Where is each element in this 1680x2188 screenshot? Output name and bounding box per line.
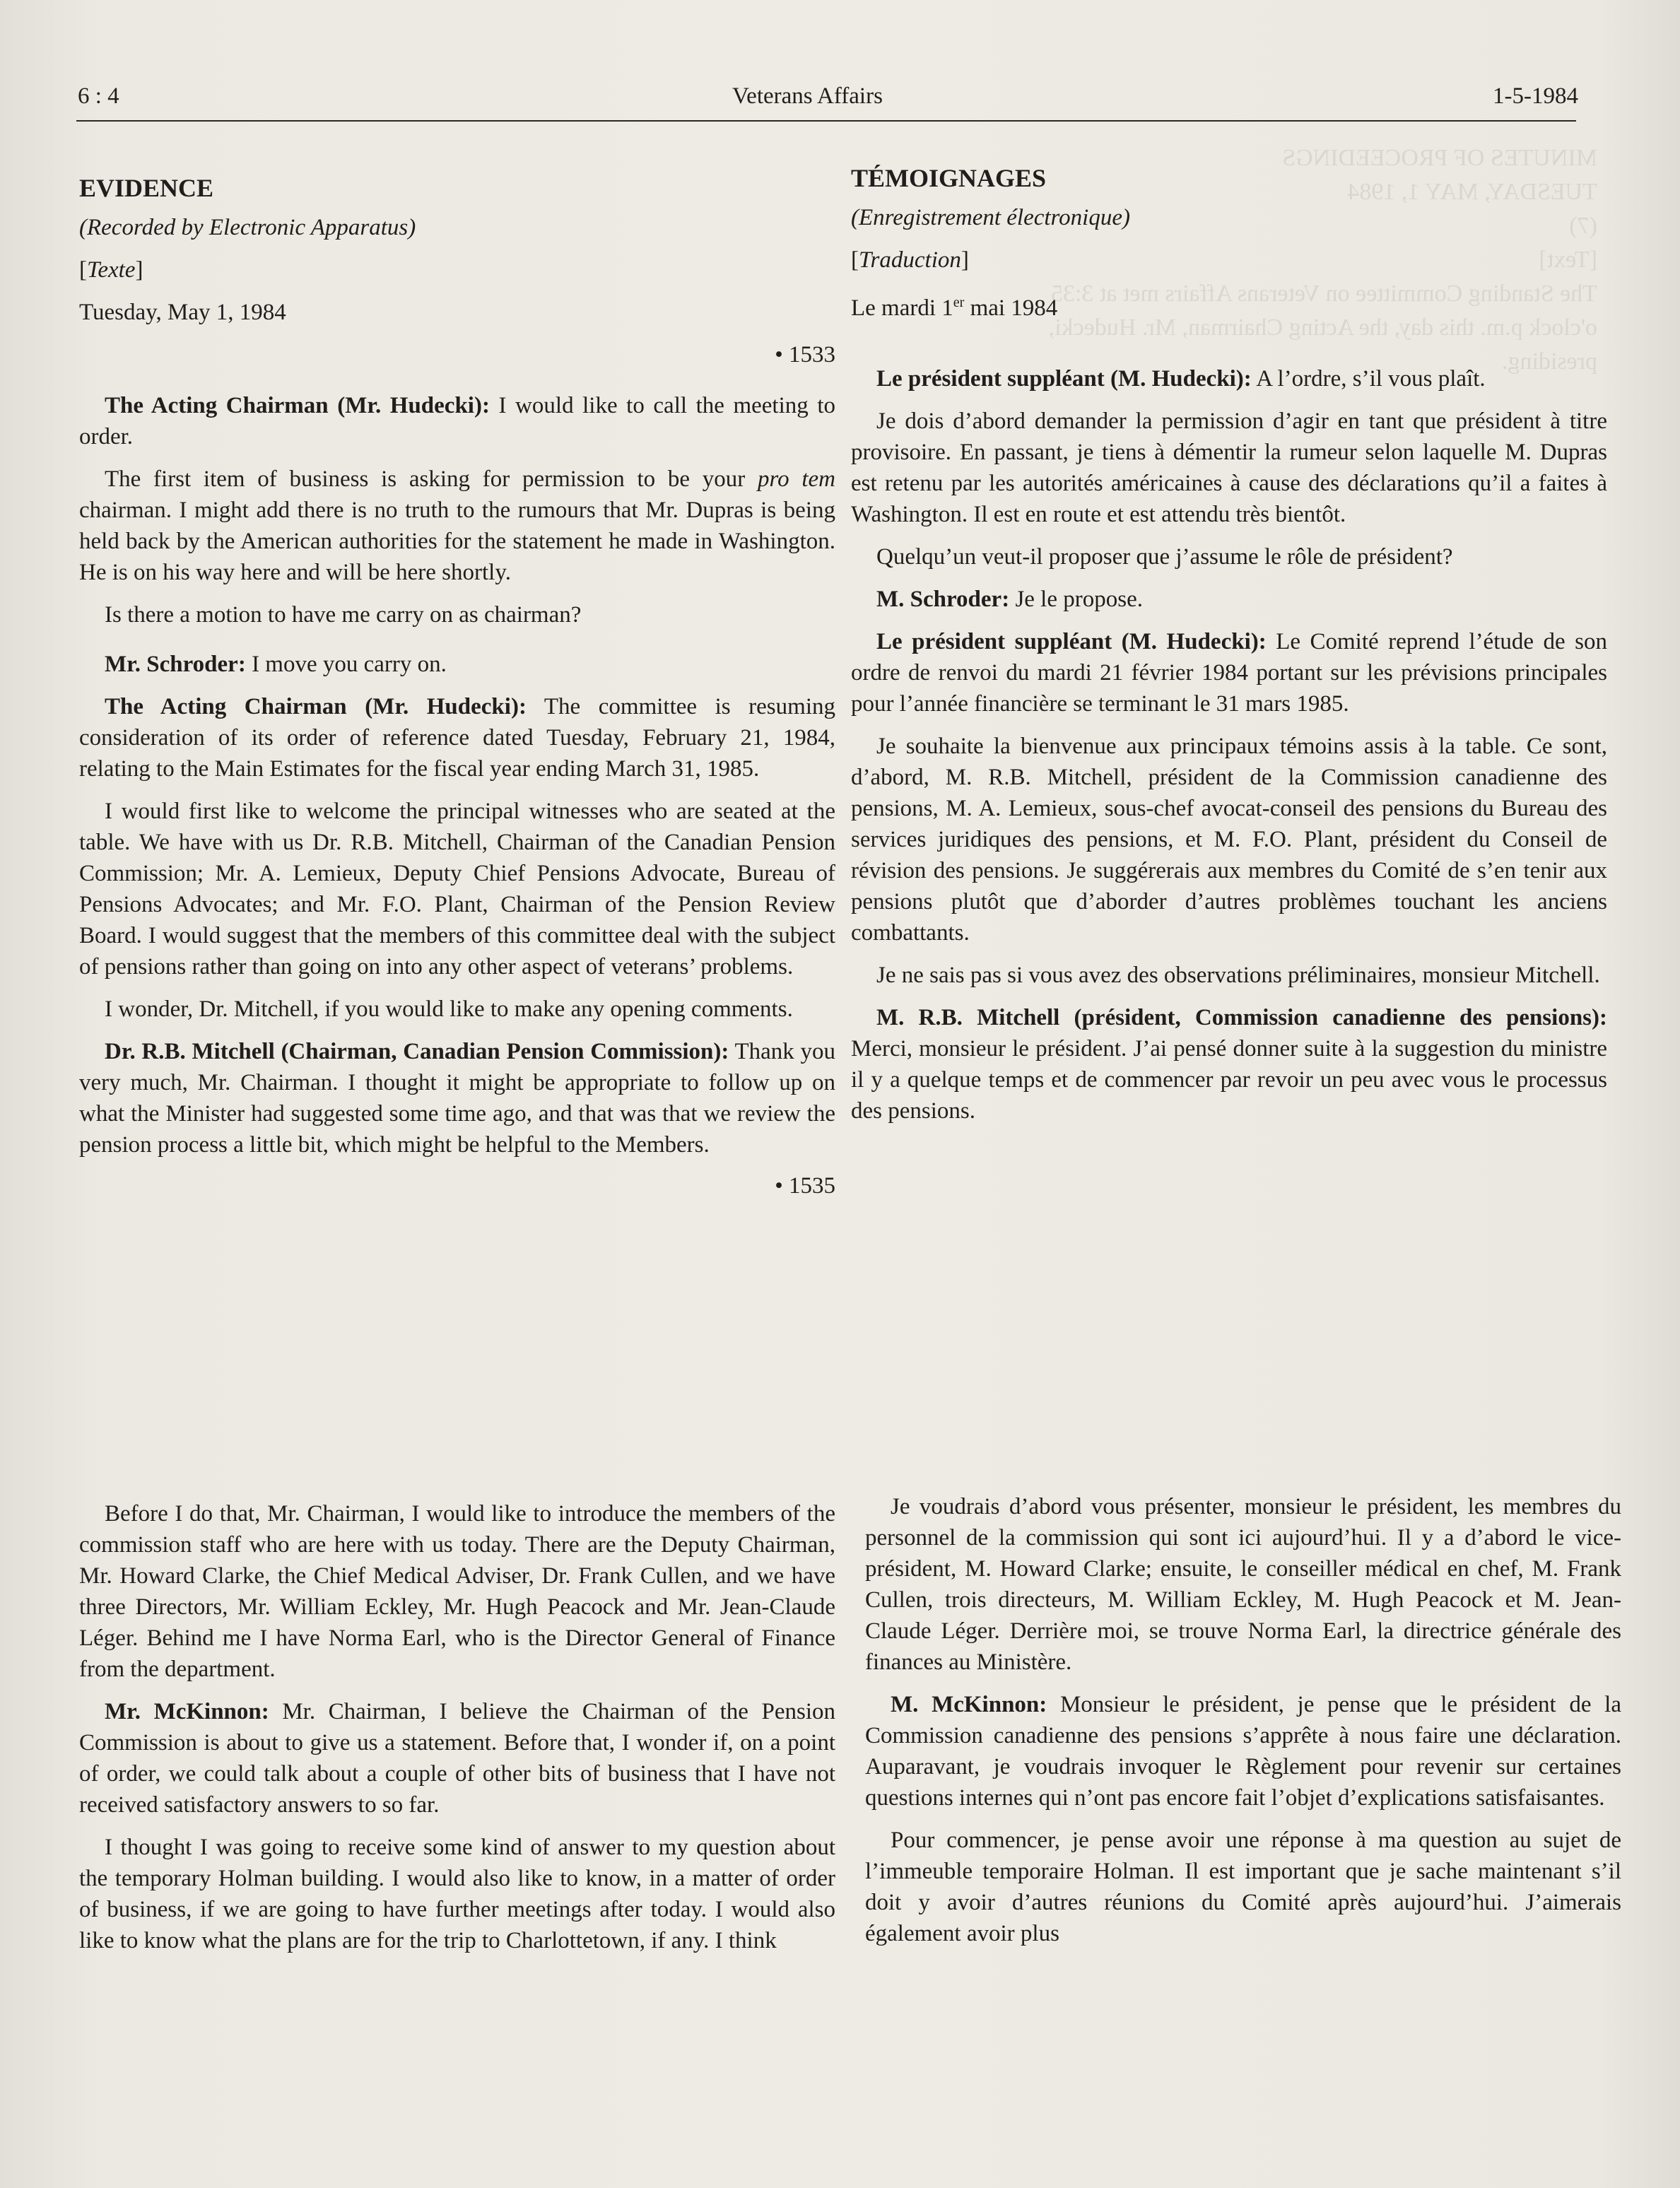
paragraph: M. R.B. Mitchell (président, Commission canadienne des pensions): Merci, monsieur le président. J’ai pensé donner suite à la suggestion du ministre il y a quelque temps et de commencer par revoir un peu avec vous le processus des pensions. — [851, 1005, 1607, 1124]
sitting-date: Tuesday, May 1, 1984 — [79, 300, 286, 325]
speaker-name: Dr. R.B. Mitchell (Chairman, Canadian Pension Commission): — [105, 1039, 729, 1064]
header-rule — [76, 120, 1576, 122]
speaker-name: M. R.B. Mitchell (président, Commission canadienne des pensions): — [876, 1005, 1607, 1030]
sitting-date: Le mardi 1er mai 1984 — [851, 295, 1058, 321]
section-heading: TÉMOIGNAGES — [851, 164, 1047, 192]
paragraph: The Acting Chairman (Mr. Hudecki): The committee is resuming consideration of its order of reference dated Tuesday, February 21, 1984, relating to the Main Estimates for the fiscal year ending March 31, 1985. — [79, 694, 835, 782]
paragraph: Pour commencer, je pense avoir une réponse à ma question au sujet de l’immeuble temporaire Holman. Il est important que je sache maintenant s’il doit y avoir d’autres réunions du Comité après aujourd’hui. J’aimerais également avoir plus — [865, 1828, 1621, 1946]
french-column-top — [851, 163, 1607, 1127]
paragraph: I would first like to welcome the principal witnesses who are seated at the table. We have with us Dr. R.B. Mitchell, Chairman of the Canadian Pension Commission; Mr. A. Lemieux, Deputy Chief Pensions Advocate, Bureau of Pensions Advocates; and Mr. F.O. Plant, Chairman of the Pension Review Board. I would suggest that the members of this committee deal with the subject of pensions rather than going on into any other aspect of veterans’ problems. — [79, 799, 835, 980]
paragraph: Quelqu’un veut-il proposer que j’assume le rôle de président? — [876, 544, 1453, 570]
speaker-name: M. Schroder: — [876, 587, 1010, 612]
paragraph: Le président suppléant (M. Hudecki): Le Comité reprend l’étude de son ordre de renvoi du mardi 21 février 1984 portant sur les prévisions principales pour l’année financière se terminant le 31 mars 1985. — [851, 629, 1607, 717]
show-through-text: MINUTES OF PROCEEDINGS TUESDAY, MAY 1, 1984 (7) [Text] The Standing Committee on Veterans Affairs met at 3:35 o'clock p.m. this day, the Acting Chairman, Mr. Hudecki, presiding. — [1048, 145, 1597, 375]
page-number: 6 : 4 — [78, 83, 119, 109]
speaker-name: M. McKinnon: — [891, 1692, 1047, 1717]
text-label: [Texte] — [79, 257, 143, 283]
recording-note: (Enregistrement électronique) — [851, 205, 1130, 230]
paragraph: Mr. McKinnon: Mr. Chairman, I believe the Chairman of the Pension Commission is about to give us a statement. Before that, I wonder if, on a point of order, we could talk about a couple of other bits of business that I have not received satisfactory answers to so far. — [79, 1699, 835, 1818]
paragraph: Before I do that, Mr. Chairman, I would like to introduce the members of the commission staff who are here with us today. There are the Deputy Chairman, Mr. Howard Clarke, the Chief Medical Adviser, Dr. Frank Cullen, and we have three Directors, Mr. William Eckley, Mr. Hugh Peacock and Mr. Jean-Claude Léger. Behind me I have Norma Earl, who is the Director General of Finance from the department. — [79, 1501, 835, 1682]
paragraph: Le président suppléant (M. Hudecki): A l’ordre, s’il vous plaît. — [876, 366, 1486, 392]
time-marker: • 1535 — [775, 1173, 835, 1199]
paragraph: The Acting Chairman (Mr. Hudecki): I would like to call the meeting to order. — [79, 393, 835, 449]
text-label: [Traduction] — [851, 247, 969, 273]
paragraph: Mr. Schroder: I move you carry on. — [105, 652, 447, 677]
paragraph: Je souhaite la bienvenue aux principaux témoins assis à la table. Ce sont, d’abord, M. R.B. Mitchell, président de la Commission canadienne des pensions, M. A. Lemieux, sous-chef avocat-conseil des pensions du Bureau des services juridiques des pensions, et M. F.O. Plant, président du Conseil de révision des pensions. Je suggérerais aux membres du Comité de s’en tenir aux pensions plutôt que d’aborder d’autres problèmes touchant les anciens combattants. — [851, 734, 1607, 946]
paragraph: I thought I was going to receive some kind of answer to my question about the temporary Holman building. I would also like to know, in a matter of order of business, if we are going to have further meetings after today. I would also like to know what the plans are for the trip to Charlottetown, if any. I think — [79, 1835, 835, 1953]
speaker-name: The Acting Chairman (Mr. Hudecki): — [105, 694, 527, 719]
paragraph: Je ne sais pas si vous avez des observations préliminaires, monsieur Mitchell. — [876, 963, 1600, 988]
paragraph: Je voudrais d’abord vous présenter, monsieur le président, les membres du personnel de la commission qui sont ici aujourd’hui. Il y a d’abord le vice-président, M. Howard Clarke; ensuite, le conseiller médical en chef, M. Frank Cullen, trois directeurs, M. William Eckley, M. Hugh Peacock et M. Jean-Claude Léger. Derrière moi, se trouve Norma Earl, la directrice générale des finances au Ministère. — [865, 1494, 1621, 1675]
english-column-top — [79, 172, 835, 1201]
speaker-name: Mr. Schroder: — [105, 652, 246, 677]
speaker-name: The Acting Chairman (Mr. Hudecki): — [105, 393, 490, 418]
speaker-name: Le président suppléant (M. Hudecki): — [876, 366, 1252, 392]
paragraph: I wonder, Dr. Mitchell, if you would like to make any opening comments. — [105, 996, 793, 1022]
time-marker: • 1533 — [775, 342, 835, 367]
section-heading: EVIDENCE — [79, 174, 214, 202]
paragraph: Is there a motion to have me carry on as chairman? — [105, 602, 582, 628]
paragraph: M. McKinnon: Monsieur le président, je pense que le président de la Commission canadienne des pensions s’apprête à nous faire une déclaration. Auparavant, je voudrais invoquer le Règlement pour revenir sur certaines questions internes qui n’ont pas encore fait l’objet d’explications satisfaisantes. — [865, 1692, 1621, 1811]
paragraph: M. Schroder: Je le propose. — [876, 587, 1143, 612]
paragraph: Dr. R.B. Mitchell (Chairman, Canadian Pension Commission): Thank you very much, Mr. Chairman. I thought it might be appropriate to follow up on what the Minister had suggested some time ago, and that was that we review the pension process a little bit, which might be helpful to the Members. — [79, 1039, 835, 1158]
paragraph: The first item of business is asking for permission to be your pro tem chairman. I might add there is no truth to the rumours that Mr. Dupras is being held back by the American authorities for the statement he made in Washington. He is on his way here and will be here shortly. — [79, 466, 835, 585]
speaker-name: Le président suppléant (M. Hudecki): — [876, 629, 1267, 654]
french-column-bottom — [865, 1491, 1621, 1949]
header-date: 1-5-1984 — [1493, 83, 1578, 109]
running-title: Veterans Affairs — [732, 83, 883, 109]
recording-note: (Recorded by Electronic Apparatus) — [79, 215, 416, 240]
english-column-bottom — [79, 1498, 835, 1956]
speaker-name: Mr. McKinnon: — [105, 1699, 269, 1724]
paragraph: Je dois d’abord demander la permission d’agir en tant que président à titre provisoire. En passant, je tiens à démentir la rumeur selon laquelle M. Dupras est retenu par les autorités américaines à cause des déclarations qu’il a faites à Washington. Il est en route et est attendu très bientôt. — [851, 408, 1607, 527]
